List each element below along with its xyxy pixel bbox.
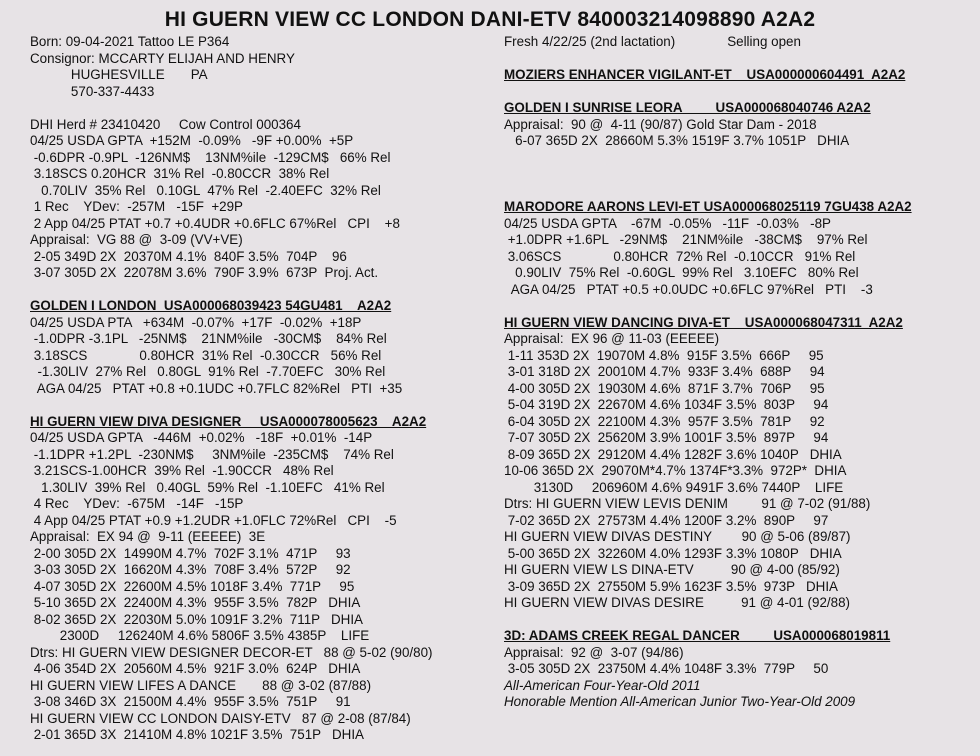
left-line: Dtrs: HI GUERN VIEW DESIGNER DECOR-ET 88 @ 5-02 (90/80) [30,644,433,660]
spacer [30,282,500,299]
right-line: 3130D 206960M 4.6% 9491F 3.6% 7440P LIFE [504,479,844,495]
spacer [504,166,974,183]
right-line: Appraisal: 90 @ 4-11 (90/87) Gold Star Dam - 2018 [504,116,817,132]
left-line: 04/25 USDA PTA +634M -0.07% +17F -0.02% +18P [30,314,362,330]
right-line: 7-07 305D 2X 25620M 3.9% 1001F 3.5% 897P 94 [504,430,829,445]
spacer [504,183,974,200]
left-line: 2-00 305D 2X 14990M 4.7% 702F 3.1% 471P 93 [30,545,351,561]
left-line: -1.0DPR -3.1PL -25NM$ 21NM%ile -30CM$ 84% Rel [30,331,387,346]
dam-info-block [30,100,500,744]
fresh-line [504,34,974,51]
left-line: 3-07 305D 2X 22078M 3.6% 790F 3.9% 673P Proj. Act. [30,265,379,280]
left-line: 04/25 USDA GPTA +152M -0.09% -9F +0.00% +5P [30,133,354,148]
left-line: 3.21SCS-1.00HCR 39% Rel -1.90CCR 48% Rel [30,463,334,478]
left-line: Appraisal: VG 88 @ 3-09 (VV+VE) [30,232,243,247]
right-line: 6-07 365D 2X 28660M 5.3% 1519F 3.7% 1051P DHIA [504,133,850,148]
right-line: Appraisal: EX 96 @ 11-03 (EEEEE) [504,331,720,346]
right-heading: GOLDEN I SUNRISE LEORA USA000068040746 A2A2 [504,100,871,115]
left-line: 3.18SCS 0.20HCR 31% Rel -0.80CCR 38% Rel [30,166,330,181]
left-line: Appraisal: EX 94 @ 9-11 (EEEEE) 3E [30,529,266,544]
left-heading: GOLDEN I LONDON USA000068039423 54GU481 A2A2 [30,298,392,313]
consignor-phone: 570-337-4433 [30,83,155,99]
right-line: 10-06 365D 2X 29070M*4.7% 1374F*3.3% 972P* DHIA [504,463,847,478]
right-line: 3-09 365D 2X 27550M 5.9% 1623F 3.5% 973P DHIA [504,578,838,594]
left-line: -1.1DPR +1.2PL -230NM$ 3NM%ile -235CM$ 74% Rel [30,446,394,462]
left-line: -1.30LIV 27% Rel 0.80GL 91% Rel -7.70EFC 30% Rel [30,364,386,379]
left-line: 2-01 365D 3X 21410M 4.8% 1021F 3.5% 751P DHIA [30,727,364,742]
right-award: All-American Four-Year-Old 2011 [504,677,701,693]
right-line: 0.90LIV 75% Rel -0.60GL 99% Rel 3.10EFC 80% Rel [504,265,859,280]
fresh-date: Fresh 4/22/25 (2nd lactation) [504,34,676,49]
right-line: HI GUERN VIEW LS DINA-ETV 90 @ 4-00 (85/92) [504,562,840,577]
left-line: 3.18SCS 0.80HCR 31% Rel -0.30CCR 56% Rel [30,347,382,363]
right-line: HI GUERN VIEW DIVAS DESTINY 90 @ 5-06 (89/87) [504,529,851,544]
right-line: 3-05 305D 2X 23750M 4.4% 1048F 3.3% 779P 50 [504,661,829,676]
right-line: Dtrs: HI GUERN VIEW LEVIS DENIM 91 @ 7-02 (91/88) [504,496,871,511]
left-line: 1.30LIV 39% Rel 0.40GL 59% Rel -1.10EFC 41% Rel [30,479,385,495]
born-line: Born: 09-04-2021 Tattoo LE P364 [30,34,230,49]
left-line: 5-10 365D 2X 22400M 4.3% 955F 3.5% 782P DHIA [30,595,361,610]
spacer [504,51,974,68]
consignor-line: Consignor: MCCARTY ELIJAH AND HENRY [30,50,295,66]
left-line: 4-06 354D 2X 20560M 4.5% 921F 3.0% 624P DHIA [30,661,361,676]
left-line: HI GUERN VIEW CC LONDON DAISY-ETV 87 @ 2-08 (87/84) [30,710,411,726]
left-line: 4-07 305D 2X 22600M 4.5% 1018F 3.4% 771P 95 [30,578,355,594]
right-line: 8-09 365D 2X 29120M 4.4% 1282F 3.6% 1040P DHIA [504,446,842,462]
right-line: 5-00 365D 2X 32260M 4.0% 1293F 3.3% 1080P DHIA [504,545,842,561]
spacer [504,298,974,315]
left-line: 2-05 349D 2X 20370M 4.1% 840F 3.5% 704P 96 [30,248,347,264]
left-heading: HI GUERN VIEW DIVA DESIGNER USA000078005623 A2A2 [30,413,427,429]
right-award: Honorable Mention All-American Junior Two-Year-Old 2009 [504,694,856,709]
spacer [504,84,974,101]
left-line: AGA 04/25 PTAT +0.8 +0.1UDC +0.7FLC 82%Rel PTI +35 [30,380,403,396]
right-line: 3-01 318D 2X 20010M 4.7% 933F 3.4% 688P 94 [504,364,825,379]
left-line: 2300D 126240M 4.6% 5806F 3.5% 4385P LIFE [30,628,370,643]
right-line: 6-04 305D 2X 22100M 4.3% 957F 3.5% 781P 92 [504,413,825,429]
spacer [504,612,974,629]
left-line: 2 App 04/25 PTAT +0.7 +0.4UDR +0.6FLC 67%Rel CPI +8 [30,215,400,231]
sire-info-block [504,51,974,711]
left-line: 0.70LIV 35% Rel 0.10GL 47% Rel -2.40EFC 32% Rel [30,182,381,198]
left-line: -0.6DPR -0.9PL -126NM$ 13NM%ile -129CM$ 66% Rel [30,149,391,165]
right-line: 1-11 353D 2X 19070M 4.8% 915F 3.5% 666P 95 [504,347,824,363]
right-column [504,34,974,711]
left-line: DHI Herd # 23410420 Cow Control 000364 [30,116,301,132]
left-line: 4 Rec YDev: -675M -14F -15P [30,496,244,511]
consignor-city: HUGHESVILLE PA [30,67,208,82]
right-line: HI GUERN VIEW DIVAS DESIRE 91 @ 4-01 (92/88) [504,595,850,610]
right-heading: MOZIERS ENHANCER VIGILANT-ET USA000000604491 A2A2 [504,67,906,82]
right-line: Appraisal: 92 @ 3-07 (94/86) [504,644,684,660]
left-line: 4 App 04/25 PTAT +0.9 +1.2UDR +1.0FLC 72%Rel CPI -5 [30,512,397,528]
left-line: 3-08 346D 3X 21500M 4.4% 955F 3.5% 751P 91 [30,694,351,709]
right-heading: HI GUERN VIEW DANCING DIVA-ET USA000068047311 A2A2 [504,314,903,330]
right-heading: MARODORE AARONS LEVI-ET USA000068025119 7GU438 A2A2 [504,199,912,214]
spacer [504,150,974,167]
right-heading: 3D: ADAMS CREEK REGAL DANCER USA000068019811 [504,628,891,643]
page-title: HI GUERN VIEW CC LONDON DANI-ETV 840003214098890 A2A2 [164,8,816,31]
left-line: 8-02 365D 2X 22030M 5.0% 1091F 3.2% 711P DHIA [30,611,363,627]
left-column [30,34,500,744]
left-line: HI GUERN VIEW LIFES A DANCE 88 @ 3-02 (87/88) [30,677,372,693]
right-line: 5-04 319D 2X 22670M 4.6% 1034F 3.5% 803P 94 [504,397,829,412]
spacer [30,100,500,117]
right-line: AGA 04/25 PTAT +0.5 +0.0UDC +0.6FLC 97%Rel PTI -3 [504,281,873,297]
selling-status: Selling open [727,34,801,49]
right-line: +1.0DPR +1.6PL -29NM$ 21NM%ile -38CM$ 97% Rel [504,232,868,247]
right-line: 3.06SCS 0.80HCR 72% Rel -0.10CCR 91% Rel [504,248,856,264]
right-line: 4-00 305D 2X 19030M 4.6% 871F 3.7% 706P 95 [504,380,825,396]
left-line: 1 Rec YDev: -257M -15F +29P [30,199,243,214]
left-line: 3-03 305D 2X 16620M 4.3% 708F 3.4% 572P 92 [30,562,351,577]
spacer [30,397,500,414]
right-line: 7-02 365D 2X 27573M 4.4% 1200F 3.2% 890P 97 [504,512,829,528]
left-line: 04/25 USDA GPTA -446M +0.02% -18F +0.01% -14P [30,430,373,445]
right-line: 04/25 USDA GPTA -67M -0.05% -11F -0.03% -8P [504,215,831,231]
